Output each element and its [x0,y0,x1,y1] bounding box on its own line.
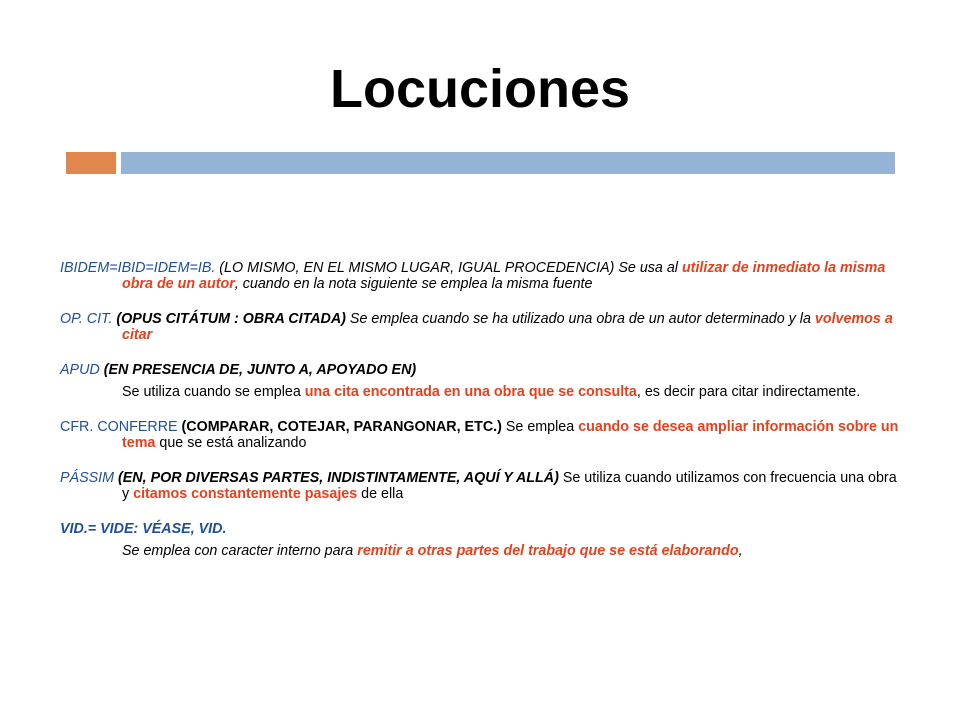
term-passim: PÁSSIM [60,470,115,486]
locution-opcit [60,311,900,343]
term-cfr: CFR. CONFERRE [60,419,178,435]
locution-ibidem [60,260,900,292]
desc-opcit: Se emplea cuando se ha utilizado una obra de un autor determinado y la [345,311,815,327]
rest-ibidem: , cuando en la nota siguiente se emplea la misma fuente [234,276,593,292]
highlight-apud: una cita encontrada en una obra que se consulta [304,384,637,400]
highlight-ibidem: utilizar de inmediato la misma obra de un autor [122,260,886,292]
term-vid: VID.= VIDE: VÉASE, VID. [60,521,227,537]
slide-title: Locuciones [329,59,631,119]
meaning-opcit: (OPUS CITÁTUM : OBRA CITADA) [112,311,346,327]
locution-vid [60,521,900,559]
desc-apud-after: , es decir para citar indirectamente. [636,384,861,400]
desc-vid-before: Se emplea con caracter interno para [122,543,358,559]
highlight-opcit: volvemos a citar [122,311,893,343]
meaning-apud: (EN PRESENCIA DE, JUNTO A, APOYADO EN) [99,362,417,378]
term-opcit: OP. CIT. [60,311,113,327]
meaning-cfr: (COMPARAR, COTEJAR, PARANGONAR, ETC.) [177,419,502,435]
locution-passim [60,470,900,502]
meaning-passim: (EN, POR DIVERSAS PARTES, INDISTINTAMENTE, AQUÍ Y ALLÁ) [114,470,559,486]
accent-bar-blue [121,152,895,174]
locution-apud [60,362,900,400]
desc-vid-after: , [738,543,743,559]
meaning-ibidem: (LO MISMO, EN EL MISMO LUGAR, IGUAL PROCEDENCIA) Se usa al [215,260,682,276]
highlight-passim: citamos constantemente pasajes [133,486,358,502]
slide-body [60,260,900,578]
highlight-vid: remitir a otras partes del trabajo que se está elaborando [357,543,739,559]
locution-cfr [60,419,900,451]
desc-apud-before: Se utiliza cuando se emplea [122,384,305,400]
desc-cfr-after: que se está analizando [155,435,307,451]
desc-cfr-before: Se emplea [501,419,579,435]
term-apud: APUD [60,362,100,378]
accent-bar-orange [66,152,116,174]
desc-passim-before: Se utiliza cuando utilizamos con frecuencia una obra y [122,470,897,502]
term-ibidem: IBIDEM=IBID=IDEM=IB. [60,260,216,276]
desc-passim-after: de ella [357,486,404,502]
highlight-cfr: cuando se desea ampliar información sobre un tema [122,419,899,451]
